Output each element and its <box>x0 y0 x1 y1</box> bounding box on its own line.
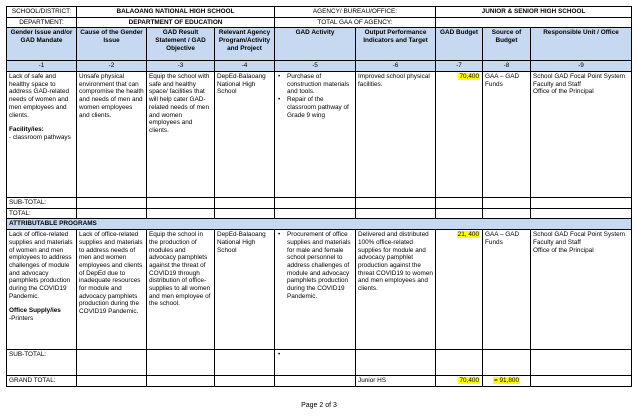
budget-value: 21, 400 <box>457 231 479 239</box>
column-number-row <box>7 61 632 72</box>
source-cell: GAA – GAD Funds <box>483 230 531 350</box>
issue-text: Lack of office-related supplies and materials of women and men employees to address challenges of module and advocacy pamphlets production during the COVID19 Pandemic. <box>9 231 73 300</box>
supply-value: -Printers <box>9 315 34 322</box>
column-number: -6 <box>356 61 436 72</box>
grand-total-formula-cell <box>483 376 531 387</box>
facility-label: Facility/ies: <box>9 126 44 134</box>
column-header-row <box>7 28 632 61</box>
total-gaa-label: TOTAL GAA OF AGENCY: <box>275 17 436 28</box>
activity-list <box>277 231 353 300</box>
column-number: -1 <box>7 61 77 72</box>
page-number: Page 2 of 3 <box>301 402 337 409</box>
responsible-line: Faculty and Staff <box>533 238 581 246</box>
attributable-row <box>7 219 632 230</box>
header-row-department <box>7 17 632 28</box>
budget-cell <box>436 72 483 198</box>
gad-plan-table <box>6 6 632 387</box>
budget-cell <box>436 230 483 350</box>
program-cell: DepEd-Balaoang National High School <box>215 72 275 198</box>
activity-item: • Procurement of office supplies and materials for male and female school personnel to address challenges of module and advocacy pamphlets production during the COVID19 Pandemic. <box>277 231 353 300</box>
responsible-line: Office of the Principal <box>533 246 594 254</box>
output-cell: Delivered and distributed 100% office-related supplies for module and advocacy pamphlet production against the threat COVID19 to women and men employees and clients. <box>356 230 436 350</box>
agency-label: AGENCY/ BUREAU/OFFICE: <box>275 7 436 18</box>
issue-text: Lack of safe and healthy space to address GAD-related needs of women and men employees and clients. <box>9 73 70 119</box>
grand-total-output: Junior HS <box>356 376 436 387</box>
objective-cell: Equip the school with safe and healthy space/ facilities that will help cater GAD-related needs of men and women employees and clients. <box>147 72 215 198</box>
responsible-line: Faculty and Staff <box>533 80 581 88</box>
activity-item: • Repair of the classroom pathway of Grade 9 wing <box>277 96 353 119</box>
school-value: BALAOANG NATIONAL HIGH SCHOOL <box>77 7 275 18</box>
supply-label: Office Supply/ies <box>9 307 61 315</box>
column-header: GAD Activity <box>275 28 356 61</box>
column-number: -5 <box>275 61 356 72</box>
issue-cell <box>7 72 77 198</box>
empty-bullet <box>277 351 353 359</box>
budget-value: 70,400 <box>459 73 479 81</box>
responsible-line: School GAD Focal Point System <box>533 231 625 239</box>
responsible-cell <box>531 72 632 198</box>
grand-total-label: GRAND TOTAL: <box>7 376 77 387</box>
column-header: GAD Result Statement / GAD Objective <box>147 28 215 61</box>
agency-value: JUNIOR & SENIOR HIGH SCHOOL <box>436 7 632 18</box>
column-number: -4 <box>215 61 275 72</box>
activity-cell <box>275 230 356 350</box>
cause-cell: Unsafe physical environment that can compromise the health and needs of men and women employees and clients. <box>77 72 147 198</box>
responsible-cell <box>531 230 632 350</box>
output-cell: Improved school physical facilities. <box>356 72 436 198</box>
column-header: Relevant Agency Program/Activity and Project <box>215 28 275 61</box>
responsible-line: School GAD Focal Point System <box>533 73 625 81</box>
total-label: TOTAL: <box>7 208 77 219</box>
subtotal-row <box>7 350 632 376</box>
subtotal-label: SUB-TOTAL: <box>7 350 77 376</box>
column-header: Responsible Unit / Office <box>531 28 632 61</box>
cause-cell: Lack of office-related supplies and materials to address needs of men and women employees and clients of DepEd due to inadequate resources for module and advocacy pamphlets production during the COVID19 Pandemic. <box>77 230 147 350</box>
column-header: GAD Budget <box>436 28 483 61</box>
subtotal-row <box>7 198 632 209</box>
activity-cell <box>275 350 356 376</box>
column-number: -3 <box>147 61 215 72</box>
column-header: Cause of the Gender Issue <box>77 28 147 61</box>
program-cell: DepEd-Balaoang National High School <box>215 230 275 350</box>
objective-cell: Equip the school in the production of modules and advocacy pamphlets against the threat of COVID19 through distribution of office-supplies to all women and men employee of the school. <box>147 230 215 350</box>
issue-cell <box>7 230 77 350</box>
column-header: Output Performance Indicators and Target <box>356 28 436 61</box>
subtotal-label: SUB-TOTAL: <box>7 198 77 209</box>
activity-cell <box>275 72 356 198</box>
column-number: -2 <box>77 61 147 72</box>
header-row-school <box>7 7 632 18</box>
department-value: DEPARTMENT OF EDUCATION <box>77 17 275 28</box>
table-row-office-supplies <box>7 230 632 350</box>
activity-list <box>277 351 353 359</box>
column-header: Source of Budget <box>483 28 531 61</box>
attributable-label: ATTRIBUTABLE PROGRAMS <box>7 219 632 230</box>
column-number: -9 <box>531 61 632 72</box>
grand-total-budget: 70,400 <box>459 377 479 385</box>
grand-total-budget-cell <box>436 376 483 387</box>
column-header: Gender Issue and/or GAD Mandate <box>7 28 77 61</box>
department-label: DEPARTMENT: <box>7 17 77 28</box>
activity-list <box>277 73 353 119</box>
source-cell: GAA – GAD Funds <box>483 72 531 198</box>
table-row-facilities <box>7 72 632 198</box>
column-number: -7 <box>436 61 483 72</box>
total-gaa-value <box>436 17 632 28</box>
grand-total-row <box>7 376 632 387</box>
activity-item: • Purchase of construction materials and tools. <box>277 73 353 96</box>
responsible-line: Office of the Principal <box>533 88 594 96</box>
facility-value: - classroom pathways <box>9 133 71 141</box>
total-row <box>7 208 632 219</box>
school-label: SCHOOL/DISTRICT: <box>7 7 77 18</box>
grand-total-formula: = 91,800 <box>493 377 520 385</box>
column-number: -8 <box>483 61 531 72</box>
